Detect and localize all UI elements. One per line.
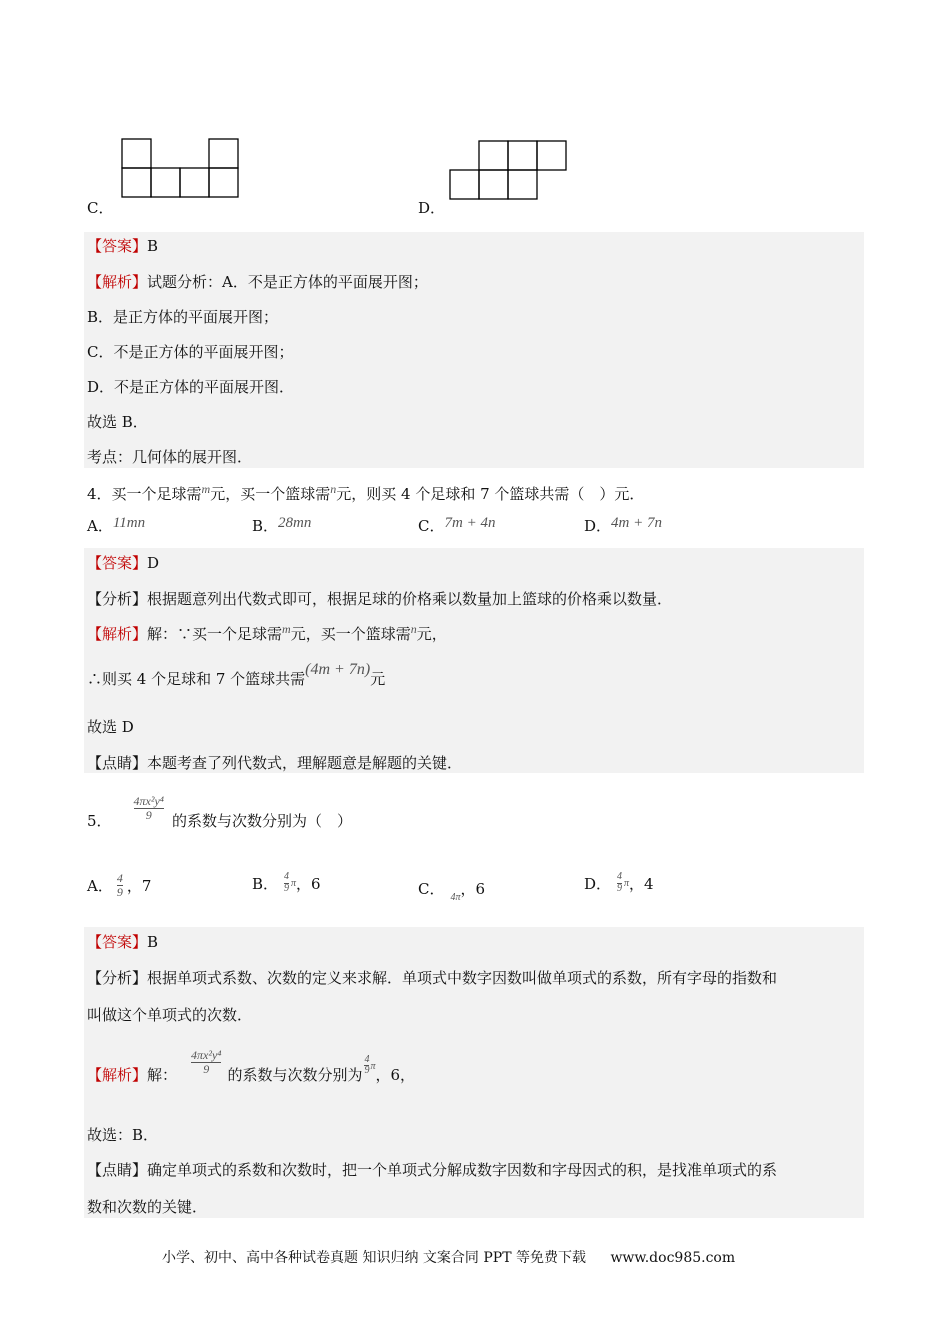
net-figure-c xyxy=(120,137,240,199)
q4-jiexi: 【解析】解：∵买一个足球需$^m$元，买一个篮球需$^n$元， xyxy=(87,622,447,643)
option-d-label: D． xyxy=(418,199,446,217)
footer-link[interactable]: www.doc985.com xyxy=(610,1250,736,1266)
q4-therefore: ∴则买 4 个足球和 7 个篮球共需(4m + 7n)元 xyxy=(87,661,386,688)
q4-answer: 【答案】D xyxy=(87,554,160,572)
q4-option-c: C．7m + 4n xyxy=(418,515,496,535)
net-figure-d xyxy=(448,139,568,201)
q5-option-a: A． $\frac{4}{9}$ ，7 xyxy=(87,871,152,899)
q5-option-d: D． $\frac{4}{9}$ π ，4 xyxy=(584,871,654,894)
q4-fenxi: 【分析】根据题意列出代数式即可，根据足球的价格乘以数量加上篮球的价格乘以数量． xyxy=(87,590,673,608)
q5-jiexi: 【解析】 解： $\frac{\text{4πx²y⁴}}{9}$ 的系数与次数分别为 $\frac{4}{9}$ π ，6， xyxy=(87,1048,416,1084)
q3-kaodian: 考点：几何体的展开图． xyxy=(87,448,253,466)
q3-answer: 【答案】B xyxy=(87,237,159,255)
footer-text: 小学、初中、高中各种试卷真题 知识归纳 文案合同 PPT 等免费下载 xyxy=(162,1250,586,1266)
q5-dianjing: 【点睛】确定单项式的系数和次数时，把一个单项式分解成数字因数和字母因式的积，是找准单项式的系 xyxy=(87,1161,778,1179)
q3-conclusion: 故选 B． xyxy=(87,413,148,431)
q4-dianjing: 【点睛】本题考查了列代数式，理解题意是解题的关键． xyxy=(87,754,463,772)
q5-jiexi-fraction: $\frac{\text{4πx²y⁴}}{9}$ xyxy=(191,1048,222,1076)
q5-option-c: C． $_{4\pi}$，6 xyxy=(418,880,486,903)
q5-fenxi: 【分析】根据单项式系数、次数的定义来求解．单项式中数字因数叫做单项式的系数，所有字母的指数和 xyxy=(87,969,778,987)
q4-option-d: D．4m + 7n xyxy=(584,515,662,535)
q5-conclusion: 故选：B． xyxy=(87,1126,159,1144)
q4-option-b: B．28mn xyxy=(252,515,312,535)
q5-stem-fraction: $\frac{\text{4πx²y⁴}}{9}$ xyxy=(133,794,164,822)
q3-analysis-line2: B．是正方体的平面展开图； xyxy=(87,308,279,326)
q4-option-a: A．11mn xyxy=(87,515,146,535)
page-footer xyxy=(162,1247,735,1267)
q5-stem: 5． $\frac{\text{4πx²y⁴}}{9}$ 的系数与次数分别为（ ） xyxy=(87,794,352,830)
q3-analysis: 【解析】试题分析：A．不是正方体的平面展开图； xyxy=(87,273,428,291)
q3-analysis-line3: C．不是正方体的平面展开图； xyxy=(87,343,294,361)
q5-fenxi-line2: 叫做这个单项式的次数． xyxy=(87,1006,253,1024)
q5-option-b: B． $\frac{4}{9}$ π ，6 xyxy=(252,871,321,894)
q4-stem: 4．买一个足球需$^m$元，买一个篮球需$^n$元，则买 4 个足球和 7 个篮球共需（ ）元． xyxy=(87,482,645,503)
q4-answer-block xyxy=(84,548,864,773)
q5-dianjing-line2: 数和次数的关键． xyxy=(87,1198,208,1216)
option-c-label: C． xyxy=(87,199,114,217)
q4-conclusion: 故选 D xyxy=(87,718,134,736)
q5-answer: 【答案】B xyxy=(87,933,159,951)
q3-analysis-line4: D．不是正方体的平面展开图． xyxy=(87,378,295,396)
